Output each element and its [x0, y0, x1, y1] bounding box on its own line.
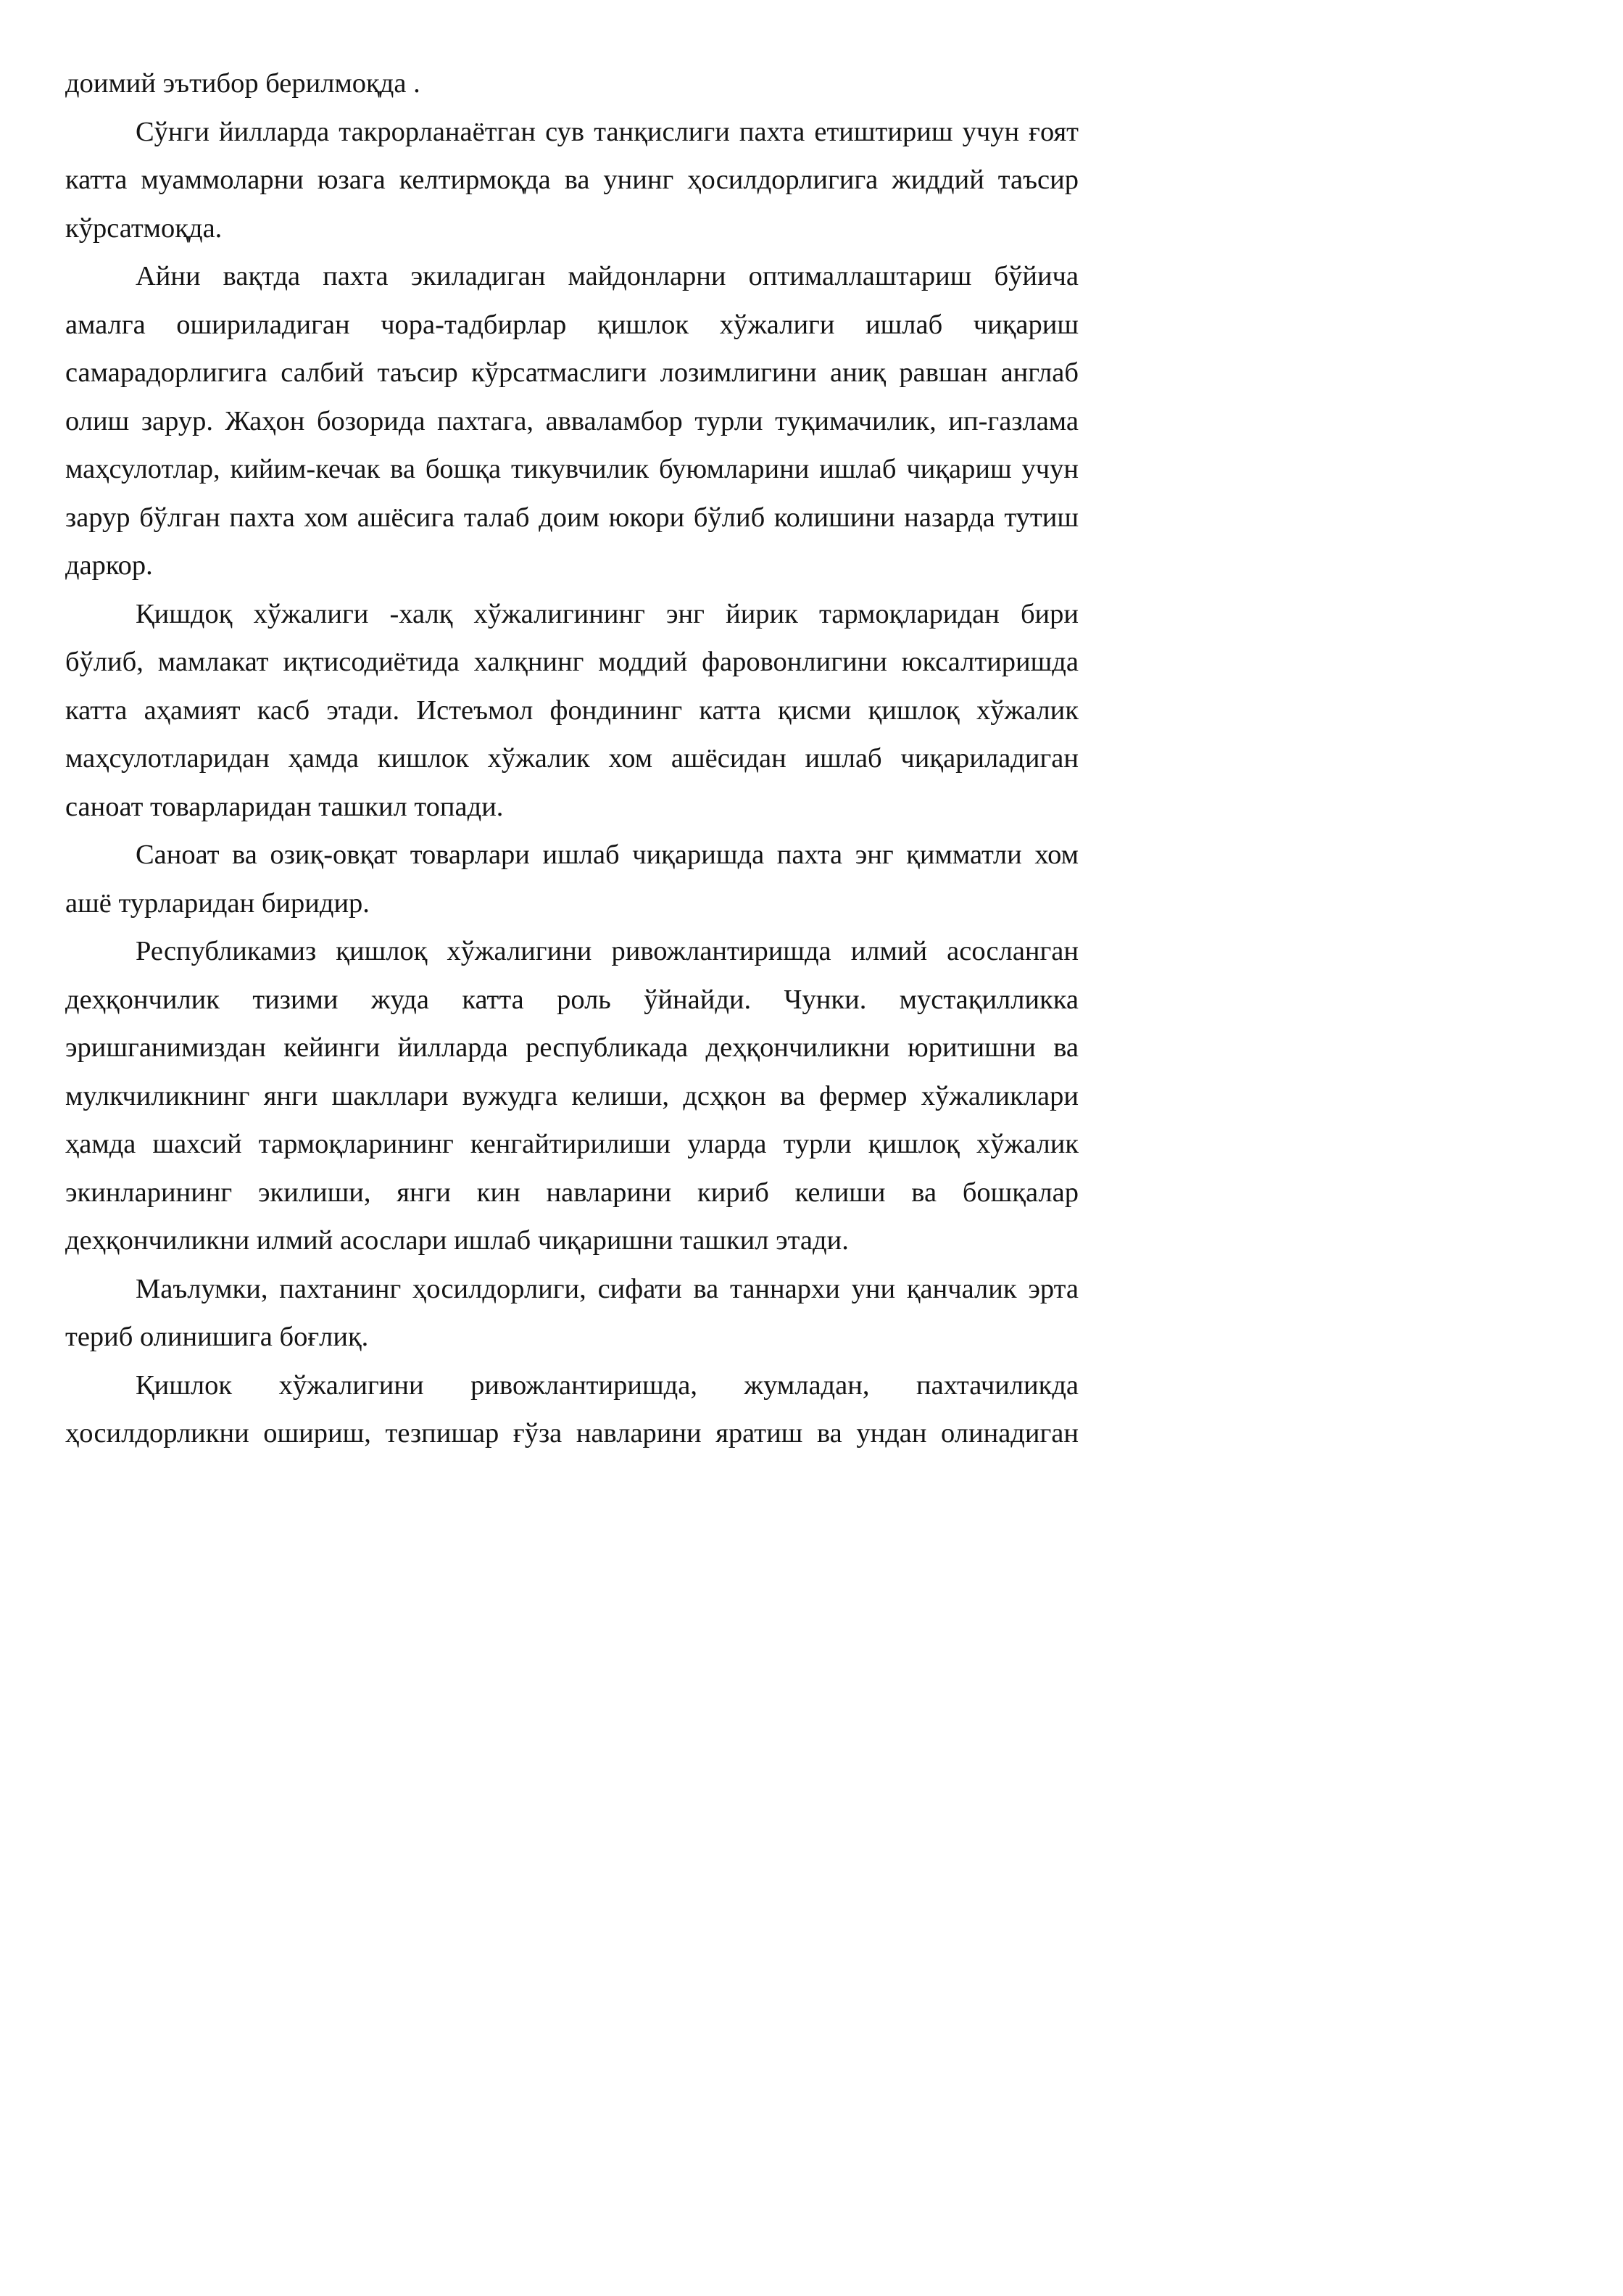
paragraph — [65, 590, 1079, 832]
text-line: даркор. — [65, 550, 153, 581]
text-line: ашё турларидан биридир. — [65, 887, 370, 919]
text-line: маҳсулотлар, кийим-кечак ва бошқа тикувчилик буюмларини ишлаб чиқариш учун — [65, 454, 1079, 484]
text-line: бўлиб, мамлакат иқтисодиётида халқнинг моддий фаровонлигини юксалтиришда — [65, 647, 1079, 677]
text-line: ҳосилдорликни ошириш, тезпишар ғўза навларини яратиш ва ундан олинадиган — [65, 1418, 1079, 1449]
text-line: маҳсулотларидан ҳамда кишлок хўжалик хом ашёсидан ишлаб чиқариладиган — [65, 743, 1079, 774]
paragraph — [65, 59, 1079, 108]
text-line: катта муаммоларни юзага келтирмоқда ва унинг ҳосилдорлигига жиддий таъсир — [65, 165, 1079, 195]
text-line: Саноат ва озиқ-овқат товарлари ишлаб чиқаришда пахта энг қимматли хом — [136, 840, 1079, 870]
text-line: Сўнги йилларда такрорланаётган сув танқислиги пахта етиштириш учун ғоят — [136, 116, 1079, 147]
text-line: зарур бўлган пахта хом ашёсига талаб доим юкори бўлиб колишини назарда тутиш — [65, 502, 1079, 533]
paragraph — [65, 1362, 1079, 1458]
text-line: эришганимиздан кейинги йилларда республикада деҳқончиликни юритишни ва — [65, 1032, 1079, 1063]
text-line: саноат товарларидан ташкил топади. — [65, 791, 504, 822]
text-line: экинларининг экилиши, янги кин навларини кириб келиши ва бошқалар — [65, 1177, 1079, 1208]
text-line: Қишлок хўжалигини ривожлантиришда, жумладан, пахтачиликда — [136, 1369, 1079, 1401]
paragraph — [65, 1265, 1079, 1362]
text-line: Қишдоқ хўжалиги -халқ хўжалигининг энг йирик тармоқларидан бири — [136, 598, 1079, 629]
text-line: олиш зарур. Жаҳон бозорида пахтага, авваламбор турли туқимачилик, ип-газлама — [65, 405, 1079, 436]
text-line: самарадорлигига салбий таъсир кўрсатмаслиги лозимлигини аниқ равшан англаб — [65, 357, 1079, 388]
paragraph — [65, 831, 1079, 927]
text-line: мулкчиликнинг янги шакллари вужудга келиши, дсҳқон ва фермер хўжаликлари — [65, 1080, 1079, 1111]
text-line: катта аҳамият касб этади. Истеъмол фондининг катта қисми қишлоқ хўжалик — [65, 695, 1079, 726]
text-line: Айни вақтда пахта экиладиган майдонларни оптималлаштариш бўйича — [136, 261, 1079, 291]
text-line: Маълумки, пахтанинг ҳосилдорлиги, сифати ва таннархи уни қанчалик эрта — [136, 1273, 1079, 1304]
text-line: териб олинишига боғлиқ. — [65, 1322, 369, 1352]
text-line: ҳамда шахсий тармоқларининг кенгайтирилиши уларда турли қишлоқ хўжалик — [65, 1129, 1079, 1159]
text-line: Республикамиз қишлоқ хўжалигини ривожлантиришда илмий асосланган — [136, 936, 1079, 966]
text-line: амалга ошириладиган чора-тадбирлар қишлок хўжалиги ишлаб чиқариш — [65, 309, 1079, 340]
text-line: кўрсатмоқда. — [65, 212, 223, 244]
paragraph — [65, 927, 1079, 1265]
paragraph — [65, 252, 1079, 590]
document-body — [65, 59, 1079, 1458]
paragraph — [65, 108, 1079, 253]
text-line: деҳқончиликни илмий асослари ишлаб чиқаришни ташкил этади. — [65, 1225, 849, 1256]
text-line: доимий эътибор берилмоқда . — [65, 68, 420, 99]
text-line: деҳқончилик тизими жуда катта роль ўйнайди. Чунки. мустақилликка — [65, 984, 1079, 1015]
